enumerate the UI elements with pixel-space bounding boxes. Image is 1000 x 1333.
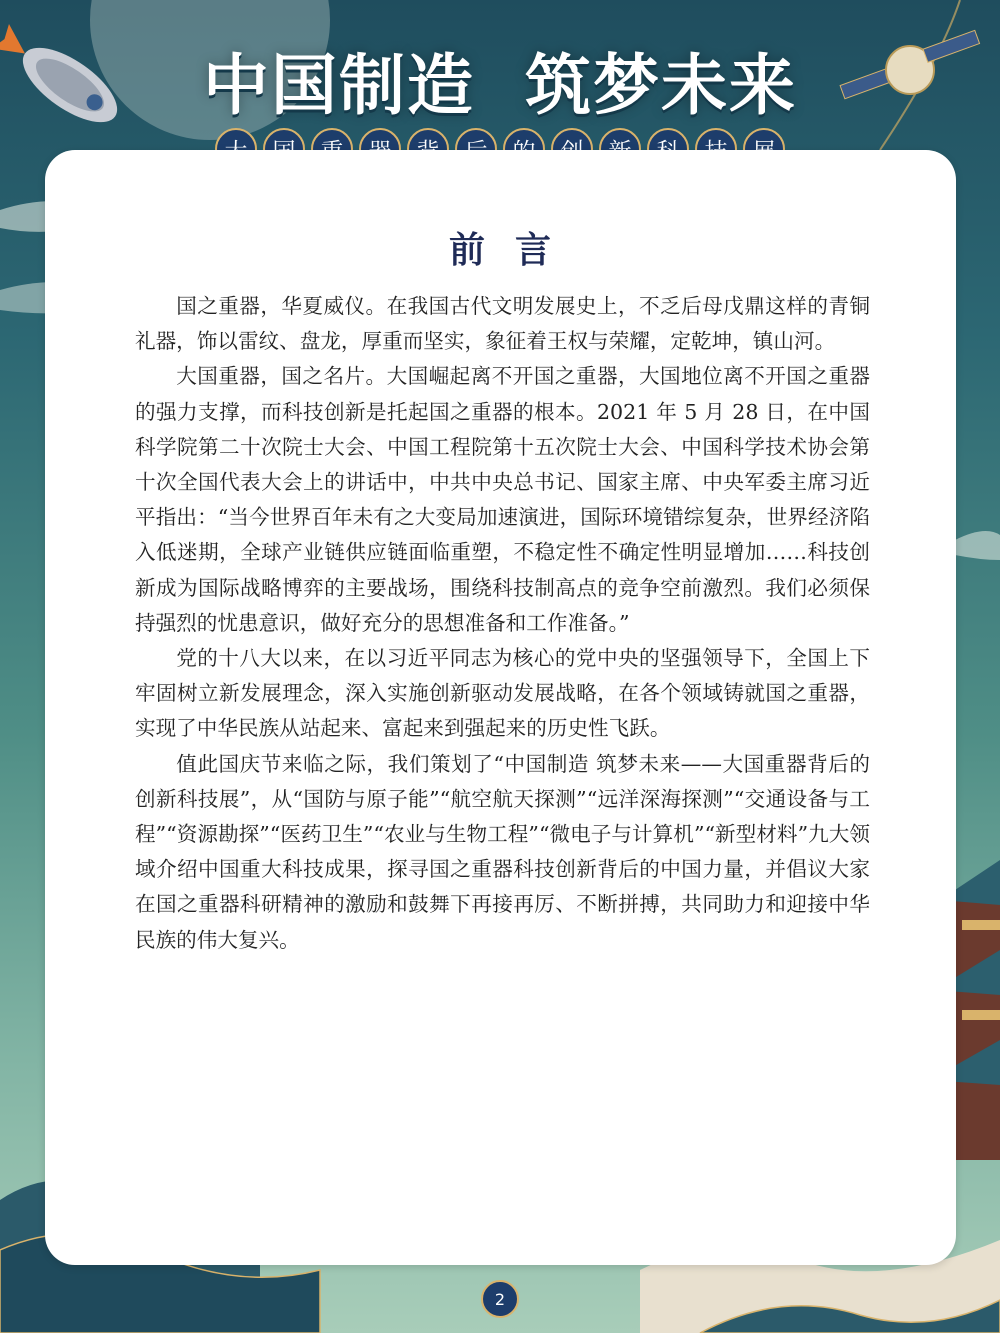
document-body [135, 289, 870, 958]
poster-title: 中国制造 筑梦未来 [203, 47, 797, 124]
paragraph: 党的十八大以来，在以习近平同志为核心的党中央的坚强领导下，全国上下牢固树立新发展理念，深入实施创新驱动发展战略，在各个领域铸就国之重器，实现了中华民族从站起来、富起来到强起来的历史性飞跃。 [135, 646, 870, 741]
paragraph: 国之重器，华夏威仪。在我国古代文明发展史上，不乏后母戊鼎这样的青铜礼器，饰以雷纹、盘龙，厚重而坚实，象征着王权与荣耀，定乾坤，镇山河。 [135, 294, 870, 354]
paragraph: 大国重器，国之名片。大国崛起离不开国之重器，大国地位离不开国之重器的强力支撑，而科技创新是托起国之重器的根本。2021 年 5 月 28 日，在中国科学院第二十次院士大会、中国工程院第十五次院士大会、中国科学技术协会第十次全国代表大会上的讲话中，中共中央总书记、国家主席、中央军委主席习近平指出：“当今世界百年未有之大变局加速演进，国际环境错综复杂，世界经济陷入低迷期，全球产业链供应链面临重塑，不稳定性不确定性明显增加……科技创新成为国际战略博弈的主要战场，围绕科技制高点的竞争空前激烈。我们必须保持强烈的忧患意识，做好充分的思想准备和工作准备。” [135, 364, 870, 635]
document-title: 前言 [448, 229, 581, 271]
cloud-right [955, 531, 1000, 560]
page-number: 2 [481, 1280, 519, 1318]
paragraph: 值此国庆节来临之际，我们策划了“中国制造 筑梦未来——大国重器背后的创新科技展”，从“国防与原子能”“航空航天探测”“远洋深海探测”“交通设备与工程”“资源勘探”“医药卫生”“农业与生物工程”“微电子与计算机”“新型材料”九大领域介绍中国重大科技成果，探寻国之重器科技创新背后的中国力量，并倡议大家在国之重器科研精神的激励和鼓舞下再接再厉、不断拼搏，共同助力和迎接中华民族的伟大复兴。 [135, 751, 870, 952]
